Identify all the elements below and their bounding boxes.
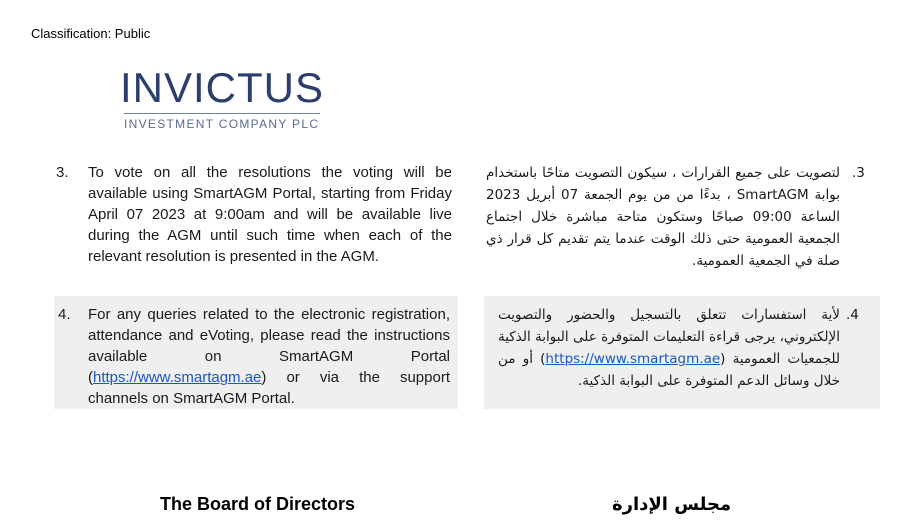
item4-ar-text: لأية استفسارات تتعلق بالتسجيل والحضور والتصويت الإلكتروني، يرجى قراءة التعليمات المتوفرة على البوابة الذكية للجمعيات العمومية (https://www.smartagm.ae) أو من خلال وسائل الدعم المتوفرة على البوابة الذكية. <box>498 307 840 389</box>
item4-en-text: For any queries related to the electronic registration, attendance and eVoting, please read the instructions available on SmartAGM Portal (https://www.smartagm.ae) or via the support channels on SmartAGM Portal. <box>88 306 450 407</box>
item3-ar-number: .3 <box>852 165 865 181</box>
item3-en-number: 3. <box>56 164 69 181</box>
item3-ar <box>486 162 878 282</box>
footer-en: The Board of Directors <box>160 494 356 514</box>
classification-label: Classification: Public <box>31 26 151 41</box>
item3-en <box>56 162 452 272</box>
logo-divider <box>124 113 320 114</box>
item3-en-text: To vote on all the resolutions the voting will be available using SmartAGM Portal, starting from Friday April 07 2023 at 9:00am and will be available live during the AGM until such time when each of the relevant resolution is presented in the AGM. <box>88 164 452 265</box>
footer-ar: مجلس الإدارة <box>612 494 732 515</box>
item4-ar-number: .4 <box>846 307 859 323</box>
smartagm-link-en[interactable]: https://www.smartagm.ae <box>93 369 262 386</box>
logo-wordmark: INVICTUS <box>120 64 325 111</box>
item4-en-number: 4. <box>58 306 71 323</box>
logo-subtitle: INVESTMENT COMPANY PLC <box>124 117 320 131</box>
company-logo <box>120 66 330 136</box>
item3-ar-text: لتصويت على جميع القرارات ، سيكون التصويت متاحًا باستخدام بوابة SmartAGM ، بدءًا من من يوم الجمعة 07 أبريل 2023 الساعة 09:00 صباحًا وستكون متاحة مباشرة خلال اجتماع الجمعية العمومية حتى ذلك الوقت عندما يتم تقديم كل قرار ذي صلة في الجمعية العمومية. <box>486 165 841 269</box>
item4-en <box>54 296 458 409</box>
item4-ar <box>484 296 880 409</box>
smartagm-link-ar[interactable]: https://www.smartagm.ae <box>545 351 721 367</box>
